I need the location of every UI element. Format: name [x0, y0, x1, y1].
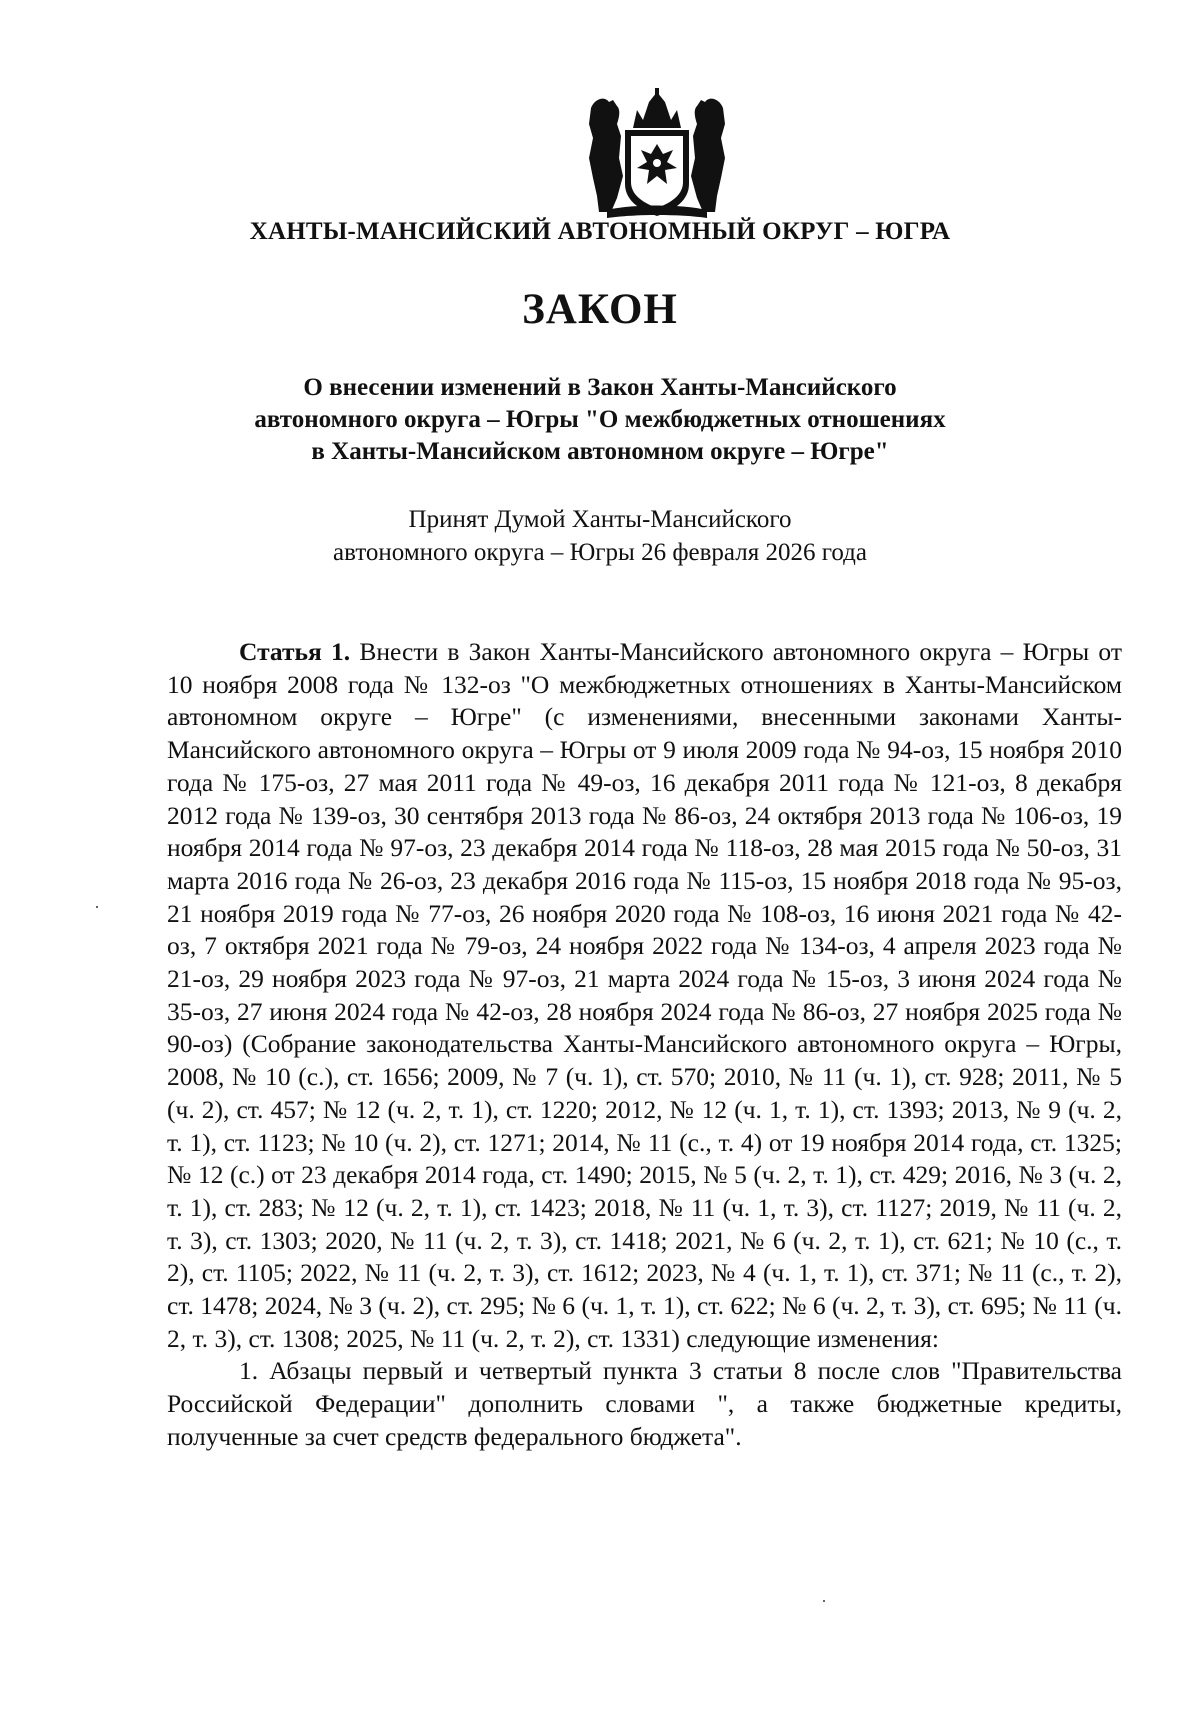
adoption-line: автономного округа – Югры 26 февраля 2026 года [333, 539, 867, 566]
article-1-paragraph [167, 636, 1122, 1355]
adoption-line: Принят Думой Ханты-Мансийского [408, 506, 792, 533]
scan-speck [96, 906, 98, 908]
region-title: ХАНТЫ-МАНСИЙСКИЙ АВТОНОМНЫЙ ОКРУГ – ЮГРА [249, 218, 951, 245]
subject-line: в Ханты-Мансийском автономном округе – Югре" [311, 438, 889, 465]
coat-of-arms-icon [583, 88, 731, 220]
item-1-paragraph: 1. Абзацы первый и четвертый пункта 3 статьи 8 после слов "Правительства Российской Федерации" дополнить словами ", а также бюджетные кредиты, полученные за счет средств федерального бюджета". [167, 1356, 1122, 1451]
adoption-note [150, 503, 1050, 569]
article-1-text: Внести в Закон Ханты-Мансийского автономного округа – Югры от 10 ноября 2008 года № 132-оз "О межбюджетных отношениях в Ханты-Мансийском автономном округе – Югре" (с изменениями, внесенными законами Ханты-Мансийского автономного округа – Югры от 9 июля 2009 года № 94-оз, 15 ноября 2010 года № 175-оз, 27 мая 2011 года № 49-оз, 16 декабря 2011 года № 121-оз, 8 декабря 2012 года № 139-оз, 30 сентября 2013 года № 86-оз, 24 октября 2013 года № 106-оз, 19 ноября 2014 года № 97-оз, 23 декабря 2014 года № 118-оз, 28 мая 2015 года № 50-оз, 31 марта 2016 года № 26-оз, 23 декабря 2016 года № 115-оз, 15 ноября 2018 года № 95-оз, 21 ноября 2019 года № 77-оз, 26 ноября 2020 года № 108-оз, 16 июня 2021 года № 42-оз, 7 октября 2021 года № 79-оз, 24 ноября 2022 года № 134-оз, 4 апреля 2023 года № 21-оз, 29 ноября 2023 года № 97-оз, 21 марта 2024 года № 15-оз, 3 июня 2024 года № 35-оз, 27 июня 2024 года № 42-оз, 28 ноября 2024 года № 86-оз, 27 ноября 2025 года № 90-оз) (Собрание законодательства Ханты-Мансийского автономного округа – Югры, 2008, № 10 (с.), ст. 1656; 2009, № 7 (ч. 1), ст. 570; 2010, № 11 (ч. 1), ст. 928; 2011, № 5 (ч. 2), ст. 457; № 12 (ч. 2, т. 1), ст. 1220; 2012, № 12 (ч. 1, т. 1), ст. 1393; 2013, № 9 (ч. 2, т. 1), ст. 1123; № 10 (ч. 2), ст. 1271; 2014, № 11 (с., т. 4) от 19 ноября 2014 года, ст. 1325; № 12 (с.) от 23 декабря 2014 года, ст. 1490; 2015, № 5 (ч. 2, т. 1), ст. 429; 2016, № 3 (ч. 2, т. 1), ст. 283; № 12 (ч. 2, т. 1), ст. 1423; 2018, № 11 (ч. 1, т. 3), ст. 1127; 2019, № 11 (ч. 2, т. 3), ст. 1303; 2020, № 11 (ч. 2, т. 3), ст. 1418; 2021, № 6 (ч. 2, т. 1), ст. 621; № 10 (с., т. 2), ст. 1105; 2022, № 11 (ч. 2, т. 3), ст. 1612; 2023, № 4 (ч. 1, т. 1), ст. 371; № 11 (с., т. 2), ст. 1478; 2024, № 3 (ч. 2), ст. 295; № 6 (ч. 1, т. 1), ст. 622; № 6 (ч. 2, т. 3), ст. 695; № 11 (ч. 2, т. 3), ст. 1308; 2025, № 11 (ч. 2, т. 2), ст. 1331) следующие изменения: [167, 637, 1122, 1353]
document-type-title: ЗАКОН [522, 286, 678, 333]
subject-line: О внесении изменений в Закон Ханты-Мансийского [303, 374, 897, 401]
subject-line: автономного округа – Югры "О межбюджетных отношениях [254, 406, 946, 433]
article-label: Статья 1. [239, 637, 351, 666]
law-body [167, 636, 1122, 1454]
law-subject-title [150, 372, 1050, 468]
scan-speck [823, 1600, 825, 1602]
